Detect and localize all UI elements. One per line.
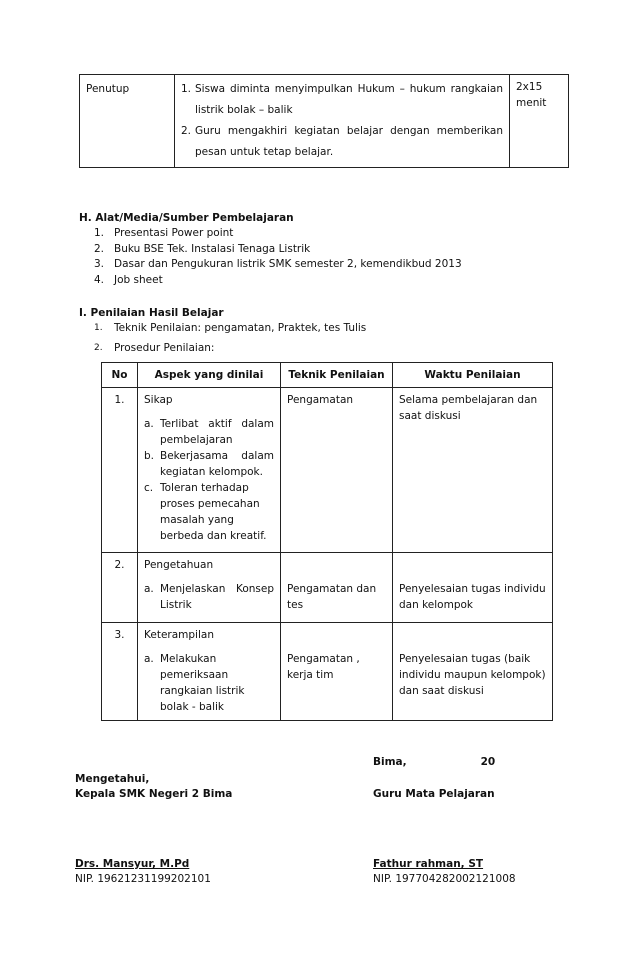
left-role: Kepala SMK Negeri 2 Bima bbox=[75, 788, 233, 800]
technique-cell: Pengamatan bbox=[281, 388, 393, 553]
list-item: 4. Job sheet bbox=[94, 273, 163, 286]
header-aspect: Aspek yang dinilai bbox=[138, 363, 281, 388]
time-cell: Penyelesaian tugas individu dan kelompok bbox=[393, 553, 553, 623]
time-cell: Selama pembelajaran dan saat diskusi bbox=[393, 388, 553, 553]
right-role: Guru Mata Pelajaran bbox=[373, 788, 495, 800]
header-technique: Teknik Penilaian bbox=[281, 363, 393, 388]
left-signer-name: Drs. Mansyur, M.Pd bbox=[75, 858, 190, 870]
assessment-list bbox=[94, 321, 366, 361]
closing-activity-table bbox=[79, 74, 569, 168]
sub-list: a. Melakukan pemeriksaan rangkaian listrik bolak - balik bbox=[144, 653, 245, 713]
list-item: 1. Presentasi Power point bbox=[94, 227, 234, 239]
header-no: No bbox=[102, 363, 138, 388]
sub-list: a. Menjelaskan Konsep Listrik bbox=[144, 583, 274, 611]
list-item: 1. Teknik Penilaian: pengamatan, Praktek, tes Tulis bbox=[94, 322, 367, 334]
list-item: 2. Prosedur Penilaian: bbox=[94, 342, 215, 354]
header-time: Waktu Penilaian bbox=[393, 363, 553, 388]
phase-cell: Penutup bbox=[80, 75, 175, 168]
section-h-title: H. Alat/Media/Sumber Pembelajaran bbox=[79, 212, 294, 224]
table-header-row bbox=[102, 363, 553, 388]
acknowledged-label: Mengetahui, bbox=[75, 773, 150, 785]
time-cell: Penyelesaian tugas (baik individu maupun kelompok) dan saat diskusi bbox=[393, 623, 553, 721]
activity-item: 1. Siswa diminta menyimpulkan Hukum – hukum rangkaian listrik bolak – balik bbox=[181, 83, 503, 116]
list-item: 2. Buku BSE Tek. Instalasi Tenaga Listrik bbox=[94, 242, 311, 255]
table-row: 2. Pengetahuan a. Menjelaskan Konsep Listrik Pengamatan dan tes Penyelesaian tugas individu dan kelompok bbox=[102, 553, 553, 623]
activity-item: 2. Guru mengakhiri kegiatan belajar dengan memberikan pesan untuk tetap belajar. bbox=[181, 125, 503, 158]
activities-cell bbox=[175, 75, 510, 168]
right-signer-name: Fathur rahman, ST bbox=[373, 858, 484, 870]
technique-cell: Pengamatan dan tes bbox=[281, 553, 393, 623]
section-i bbox=[79, 307, 366, 361]
assessment-table bbox=[101, 362, 553, 721]
time-cell: 2x15 menit bbox=[510, 75, 569, 168]
aspect-cell: Keterampilan a. Melakukan pemeriksaan rangkaian listrik bolak - balik bbox=[138, 623, 281, 721]
technique-cell: Pengamatan , kerja tim bbox=[281, 623, 393, 721]
table-row: 1. Sikap a. Terlibat aktif dalam pembelajaran b. Bekerjasama dalam kegiatan kelompok. c. Toleran terhadap proses pemecahan masalah yang berbeda dan kreatif. Pengamatan Selama pembelajaran dan saat diskusi bbox=[102, 388, 553, 553]
aspect-cell: Sikap a. Terlibat aktif dalam pembelajaran b. Bekerjasama dalam kegiatan kelompok. c. Toleran terhadap proses pemecahan masalah yang berbeda dan kreatif. bbox=[138, 388, 281, 553]
left-signer-nip: NIP. 19621231199202101 bbox=[75, 873, 211, 885]
aspect-cell: Pengetahuan a. Menjelaskan Konsep Listrik bbox=[138, 553, 281, 623]
section-i-title: I. Penilaian Hasil Belajar bbox=[79, 307, 224, 319]
activity-list bbox=[181, 79, 503, 163]
place-date: Bima, 20 bbox=[373, 756, 496, 768]
table-row: 3. Keterampilan a. Melakukan pemeriksaan rangkaian listrik bolak - balik Pengamatan , kerja tim Penyelesaian tugas (baik individu maupun kelompok) dan saat diskusi bbox=[102, 623, 553, 721]
right-signer-nip: NIP. 197704282002121008 bbox=[373, 873, 516, 885]
section-h bbox=[79, 212, 462, 288]
list-item: 3. Dasar dan Pengukuran listrik SMK semester 2, kemendikbud 2013 bbox=[94, 258, 462, 270]
sub-list: a. Terlibat aktif dalam pembelajaran b. Bekerjasama dalam kegiatan kelompok. c. Toleran terhadap proses pemecahan masalah yang berbeda dan kreatif. bbox=[144, 418, 274, 542]
media-list bbox=[94, 226, 462, 288]
